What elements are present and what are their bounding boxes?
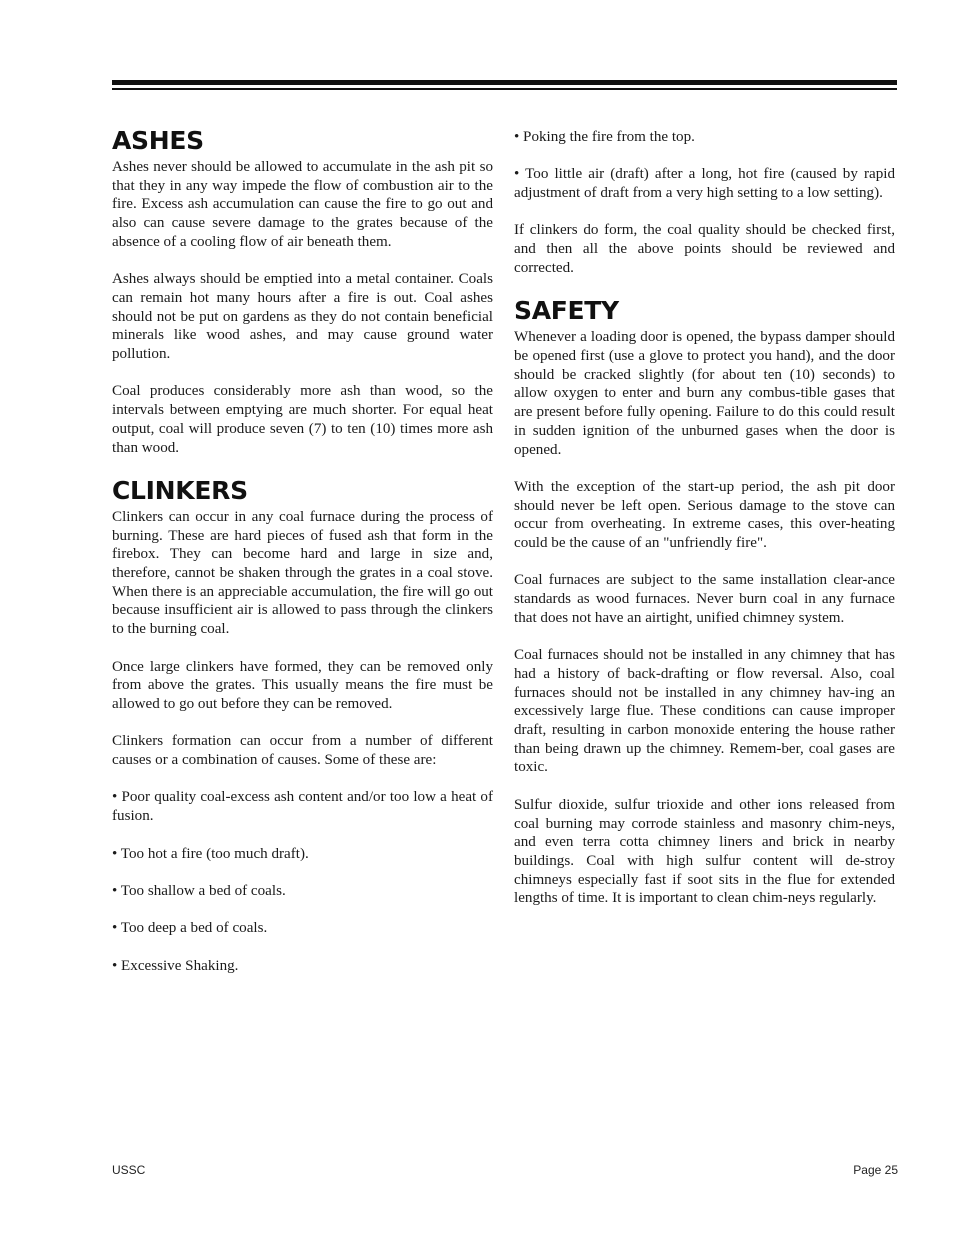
safety-paragraph-1: Whenever a loading door is opened, the bypass damper should be opened first (use a glove to protect you hand), and the door should be cracked slightly (for about ten (10) seconds) to allow oxygen to enter and burn any combus-tible gases that are present before fully opening. Failure to do this could result in sudden ignition of the unburned gases when the door is opened. [514, 329, 895, 458]
clinkers-heading: CLINKERS [112, 475, 248, 505]
clinkers-paragraph-2: Once large clinkers have formed, they can be removed only from above the grates. This usually means the fire must be allowed to go out before they can be removed. [112, 658, 493, 712]
cause-bullet-too-deep: • Too deep a bed of coals. [112, 920, 268, 937]
clinkers-paragraph-1: Clinkers can occur in any coal furnace during the process of burning. These are hard pieces of fused ash that form in the firebox. They can become hard and large in size and, therefore, cannot be shaken through the grates in a coal stove. When there is an appreciable accumulation, the fire will go out because insufficient air is allowed to pass through the clinkers to the burning coal. [112, 508, 493, 638]
cause-bullet-excessive-shaking: • Excessive Shaking. [112, 957, 239, 974]
cause-bullet-too-hot: • Too hot a fire (too much draft). [112, 845, 309, 862]
ashes-paragraph-3: Coal produces considerably more ash than wood, so the intervals between emptying are much shorter. For equal heat output, coal will produce seven (7) to ten (10) times more ash than wood. [112, 383, 493, 456]
ashes-paragraph-2: Ashes always should be emptied into a metal container. Coals can remain hot many hours after a fire is out. Coal ashes should not be put on gardens as they do not contain beneficial minerals like wood ashes, and may cause ground water pollution. [112, 271, 493, 363]
header-rule-thick [112, 80, 897, 85]
safety-heading: SAFETY [514, 296, 619, 326]
footer-page-number: Page 25 [853, 1163, 898, 1177]
ashes-heading: ASHES [112, 126, 204, 155]
footer-company: USSC [112, 1163, 146, 1177]
safety-paragraph-3: Coal furnaces are subject to the same installation clear-ance standards as wood furnaces. Never burn coal in any furnace that does not have an airtight, unified chimney system. [514, 572, 895, 626]
header-rule-thin [112, 88, 897, 90]
clinkers-paragraph-4: If clinkers do form, the coal quality should be checked first, and then all the above points should be reviewed and corrected. [514, 222, 895, 276]
cause-bullet-too-little-air: • Too little air (draft) after a long, hot fire (caused by rapid adjustment of draft from a very high setting to a low setting). [514, 166, 895, 202]
cause-bullet-poor-quality: • Poor quality coal-excess ash content and/or too low a heat of fusion. [112, 789, 493, 825]
clinkers-paragraph-3: Clinkers formation can occur from a number of different causes or a combination of causes. Some of these are: [112, 733, 493, 769]
cause-bullet-poking: • Poking the fire from the top. [514, 129, 695, 145]
ashes-paragraph-1: Ashes never should be allowed to accumulate in the ash pit so that they in any way impede the flow of combustion air to the fire. Excess ash accumulation can cause the fire to go out and also can cause severe damage to the grates because of the absence of a cooling flow of air beneath them. [112, 159, 493, 250]
right-column [514, 128, 895, 927]
cause-bullet-too-shallow: • Too shallow a bed of coals. [112, 882, 286, 899]
safety-paragraph-2: With the exception of the start-up period, the ash pit door should never be left open. Serious damage to the stove can occur from overheating. In extreme cases, this over-heating could be the cause of an "unfriendly fire". [514, 478, 895, 551]
left-column [112, 126, 493, 994]
safety-paragraph-4: Coal furnaces should not be installed in any chimney that has had a history of back-drafting or flow reversal. Also, coal furnaces should not be installed in any chimney hav-ing an excessively large flue. These conditions can cause improper draft, resulting in carbon monoxide entering the house rather than being drawn up the chimney. Remem-ber, coal gases are toxic. [514, 647, 895, 776]
safety-paragraph-5: Sulfur dioxide, sulfur trioxide and other ions released from coal burning may corrode stainless and masonry chim-neys, and even terra cotta chimney liners and brick in nearby buildings. Coal with high sulfur content will de-stroy chimneys especially fast if soot sits in the flue for extended lengths of time. It is important to clean chim-neys regularly. [514, 796, 895, 907]
